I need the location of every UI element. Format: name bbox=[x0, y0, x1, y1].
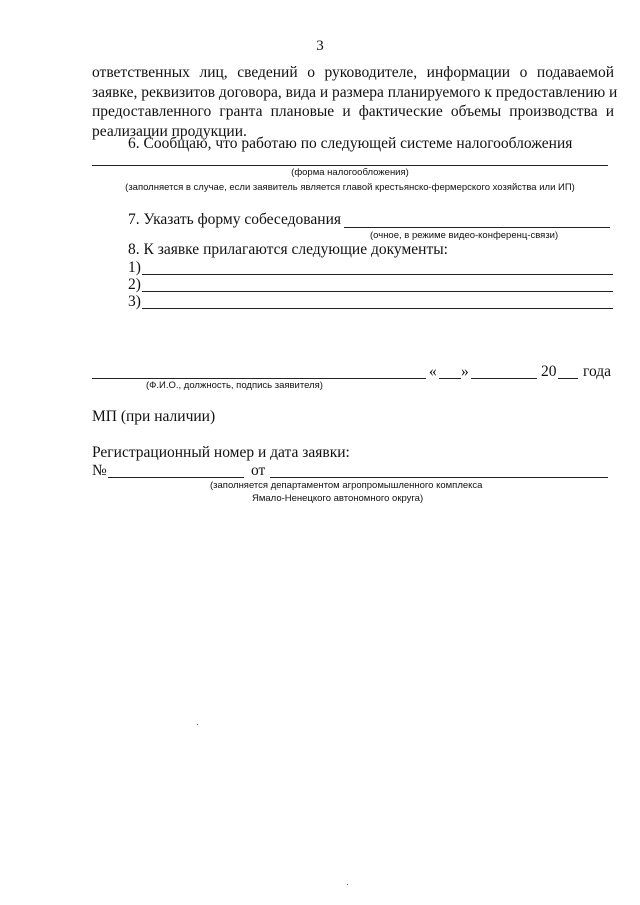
tax-form-note: (заполняется в случае, если заявитель является главой крестьянско-фермерского хозяйства или ИП) bbox=[125, 182, 575, 193]
doc-field-1[interactable] bbox=[142, 274, 613, 275]
year-prefix: 20 bbox=[541, 363, 557, 380]
signature-field[interactable] bbox=[92, 378, 426, 379]
doc-label-2: 2) bbox=[128, 276, 141, 293]
paragraph-line: заявке, реквизитов договора, вида и размера планируемого к предоставлению и bbox=[92, 83, 618, 101]
scan-speck bbox=[347, 884, 348, 885]
page-number: 3 bbox=[316, 38, 324, 54]
day-field[interactable] bbox=[439, 378, 461, 379]
signature-caption: (Ф.И.О., должность, подпись заявителя) bbox=[146, 380, 323, 391]
registration-number-field[interactable] bbox=[108, 477, 244, 478]
item8-text: 8. К заявке прилагаются следующие документы: bbox=[128, 241, 448, 258]
paragraph-line: ответственных лиц, сведений о руководителе, информации о подаваемой bbox=[92, 64, 614, 81]
number-sign: № bbox=[92, 462, 107, 479]
doc-field-3[interactable] bbox=[142, 308, 613, 309]
month-field[interactable] bbox=[471, 378, 537, 379]
registration-date-field[interactable] bbox=[270, 477, 608, 478]
tax-form-field[interactable] bbox=[92, 165, 608, 166]
paragraph-line: предоставленного гранта плановые и фактические объемы производства и bbox=[92, 103, 614, 120]
from-label: от bbox=[251, 462, 266, 479]
year-suffix: года bbox=[583, 363, 612, 380]
tax-form-caption: (форма налогообложения) bbox=[291, 167, 409, 178]
quote-close: » bbox=[461, 363, 469, 380]
interview-form-field[interactable] bbox=[344, 227, 610, 228]
registration-title: Регистрационный номер и дата заявки: bbox=[92, 444, 350, 461]
doc-label-1: 1) bbox=[128, 259, 141, 276]
scan-speck bbox=[197, 724, 198, 725]
registration-caption-2: Ямало-Ненецкого автономного округа) bbox=[252, 493, 424, 504]
interview-form-caption: (очное, в режиме видео-конференц-связи) bbox=[370, 230, 559, 241]
year-field[interactable] bbox=[558, 378, 578, 379]
doc-label-3: 3) bbox=[128, 293, 141, 310]
registration-caption-1: (заполняется департаментом агропромышленного комплекса bbox=[210, 480, 483, 491]
item6-text: 6. Сообщаю, что работаю по следующей системе налогообложения bbox=[128, 135, 573, 152]
quote-open: « bbox=[429, 363, 437, 380]
item7-text: 7. Указать форму собеседования bbox=[128, 211, 342, 228]
stamp-text: МП (при наличии) bbox=[92, 408, 216, 425]
intro-paragraph bbox=[92, 63, 618, 141]
paragraph-line: реализации продукции. bbox=[92, 122, 247, 140]
doc-field-2[interactable] bbox=[142, 291, 613, 292]
